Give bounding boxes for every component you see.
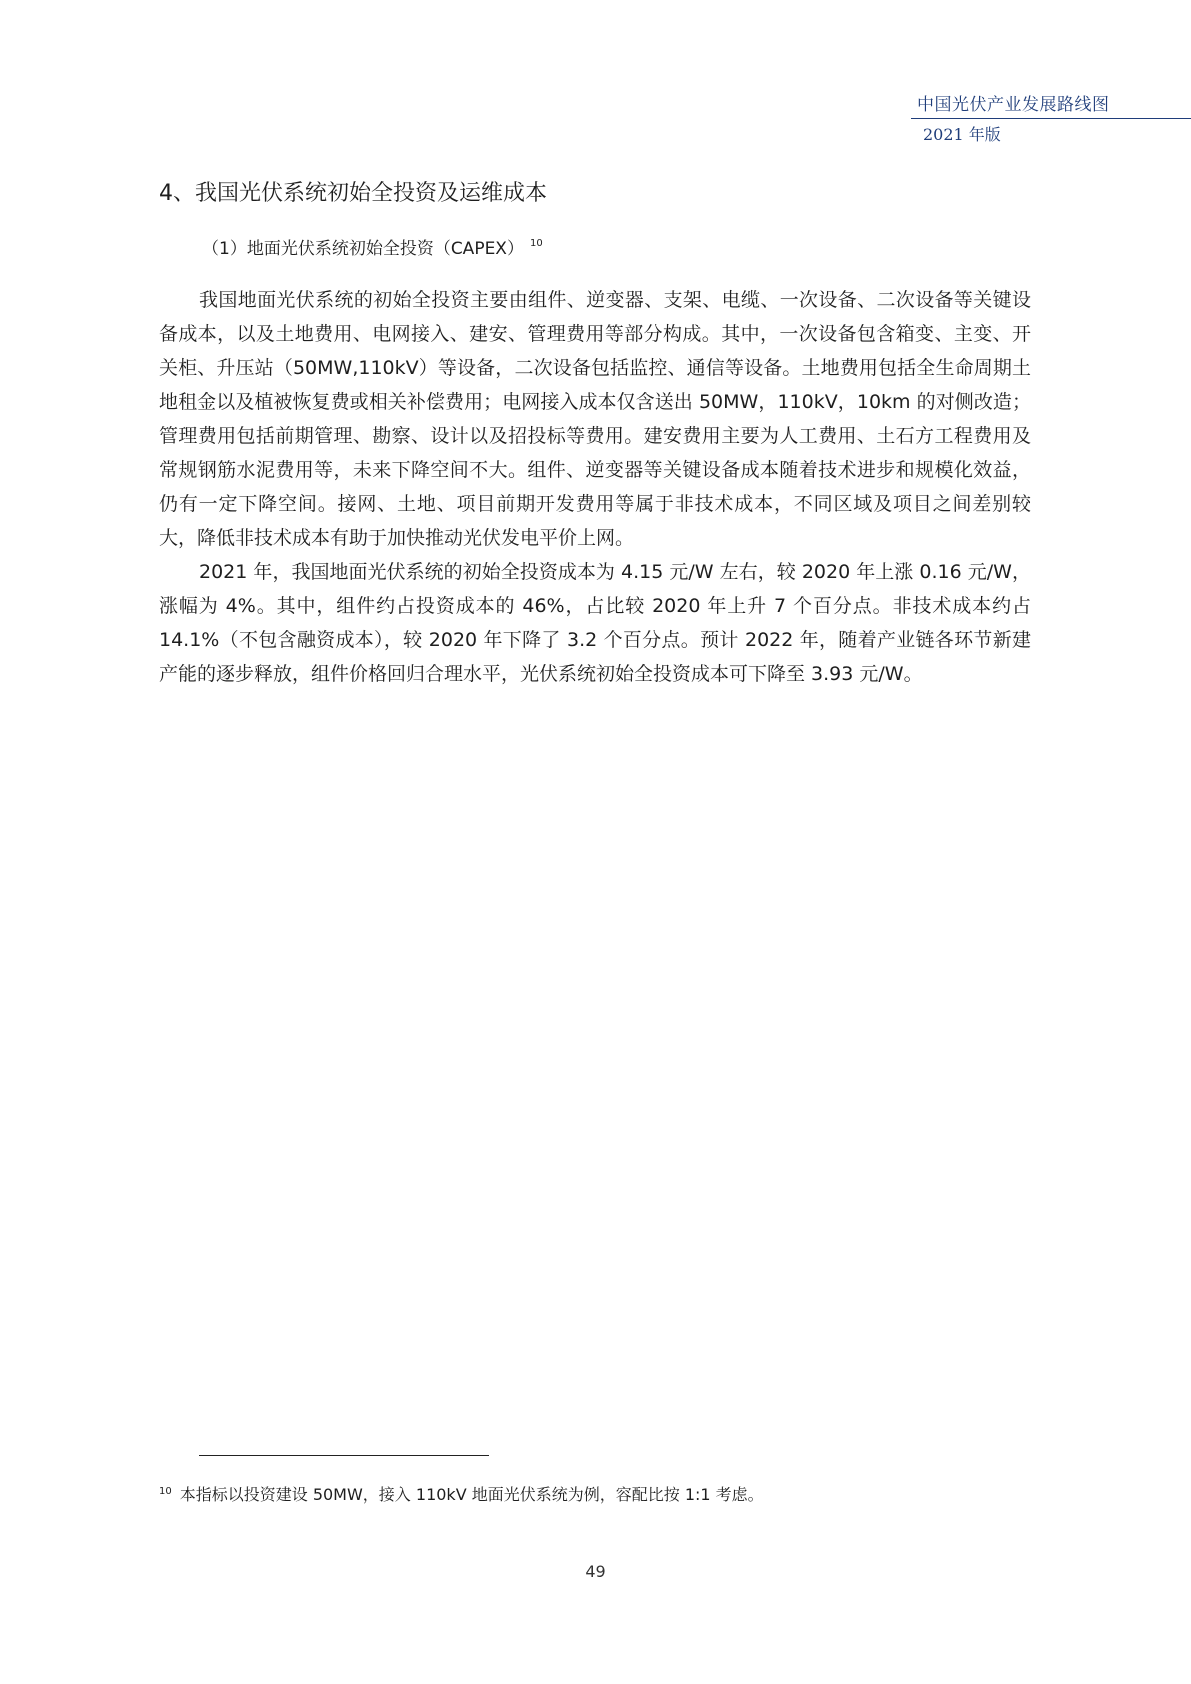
footnote-divider bbox=[199, 1455, 489, 1456]
footnote bbox=[159, 1482, 764, 1505]
paragraph-capex-2021: 2021 年，我国地面光伏系统的初始全投资成本为 4.15 元/W 左右，较 2020 年上涨 0.16 元/W，涨幅为 4%。其中，组件约占投资成本的 46%，占比较 2020 年上升 7 个百分点。非技术成本约占 14.1%（不包含融资成本），较 2020 年下降了 3.2 个百分点。预计 2022 年，随着产业链各环节新建产能的逐步释放，组件价格回归合理水平，光伏系统初始全投资成本可下降至 3.93 元/W。 bbox=[159, 561, 1031, 685]
subsection-heading bbox=[202, 234, 543, 259]
header-title: 中国光伏产业发展路线图 bbox=[917, 95, 1110, 115]
page-number: 49 bbox=[585, 1562, 606, 1581]
subsection-title: （1）地面光伏系统初始全投资（CAPEX） bbox=[202, 239, 524, 259]
section-title: 4、我国光伏系统初始全投资及运维成本 bbox=[159, 181, 547, 206]
header-subtitle: 2021 年版 bbox=[923, 125, 1001, 144]
footnote-number: 10 bbox=[159, 1486, 172, 1497]
footnote-reference[interactable]: 10 bbox=[529, 238, 543, 249]
body-text bbox=[159, 283, 1031, 691]
header-divider bbox=[911, 118, 1191, 119]
paragraph-capex-composition: 我国地面光伏系统的初始全投资主要由组件、逆变器、支架、电缆、一次设备、二次设备等关键设备成本，以及土地费用、电网接入、建安、管理费用等部分构成。其中，一次设备包含箱变、主变、开关柜、升压站（50MW,110kV）等设备，二次设备包括监控、通信等设备。土地费用包括全生命周期土地租金以及植被恢复费或相关补偿费用；电网接入成本仅含送出 50MW，110kV，10km 的对侧改造；管理费用包括前期管理、勘察、设计以及招投标等费用。建安费用主要为人工费用、土石方工程费用及常规钢筋水泥费用等，未来下降空间不大。组件、逆变器等关键设备成本随着技术进步和规模化效益，仍有一定下降空间。接网、土地、项目前期开发费用等属于非技术成本，不同区域及项目之间差别较大，降低非技术成本有助于加快推动光伏发电平价上网。 bbox=[159, 289, 1031, 549]
footnote-text: 本指标以投资建设 50MW，接入 110kV 地面光伏系统为例，容配比按 1:1 考虑。 bbox=[179, 1485, 764, 1504]
